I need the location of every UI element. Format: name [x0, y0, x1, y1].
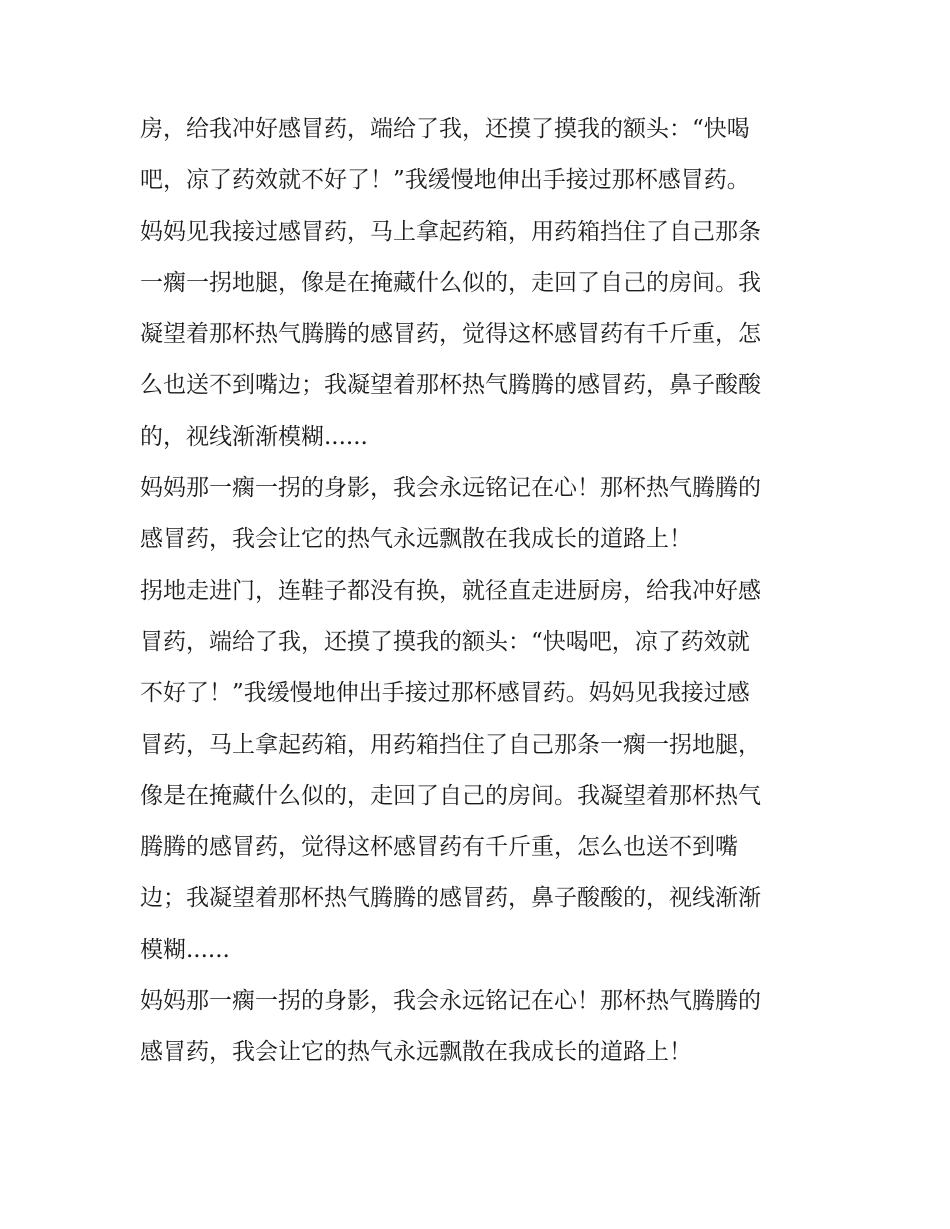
text-line: 妈妈见我接过感冒药，马上拿起药箱，用药箱挡住了自己那条 — [140, 218, 761, 245]
text-line: 感冒药，我会让它的热气永远飘散在我成长的道路上！ — [140, 526, 692, 553]
text-line: 凝望着那杯热气腾腾的感冒药，觉得这杯感冒药有千斤重，怎 — [140, 321, 761, 348]
text-line: 一瘸一拐地腿，像是在掩藏什么似的，走回了自己的房间。我 — [140, 269, 761, 296]
text-line: 么也送不到嘴边；我凝望着那杯热气腾腾的感冒药，鼻子酸酸 — [140, 372, 761, 399]
text-line: 模糊...... — [140, 936, 230, 963]
text-line: 冒药，马上拿起药箱，用药箱挡住了自己那条一瘸一拐地腿， — [140, 731, 761, 758]
text-line: 不好了！”我缓慢地伸出手接过那杯感冒药。妈妈见我接过感 — [140, 680, 750, 707]
text-line: 感冒药，我会让它的热气永远飘散在我成长的道路上！ — [140, 1039, 692, 1066]
text-line: 像是在掩藏什么似的，走回了自己的房间。我凝望着那杯热气 — [140, 782, 761, 809]
text-line: 拐地走进门，连鞋子都没有换，就径直走进厨房，给我冲好感 — [140, 577, 761, 604]
text-line: 腾腾的感冒药，觉得这杯感冒药有千斤重，怎么也送不到嘴 — [140, 834, 738, 861]
text-line: 妈妈那一瘸一拐的身影，我会永远铭记在心！那杯热气腾腾的 — [140, 475, 761, 502]
text-line: 的，视线渐渐模糊...... — [140, 423, 368, 450]
text-line: 边；我凝望着那杯热气腾腾的感冒药，鼻子酸酸的，视线渐渐 — [140, 885, 761, 912]
text-line: 吧，凉了药效就不好了！”我缓慢地伸出手接过那杯感冒药。 — [140, 167, 750, 194]
text-line: 房，给我冲好感冒药，端给了我，还摸了摸我的额头：“快喝 — [140, 116, 750, 142]
text-line: 冒药，端给了我，还摸了摸我的额头：“快喝吧，凉了药效就 — [140, 628, 750, 655]
body-text — [140, 104, 820, 1079]
text-line: 妈妈那一瘸一拐的身影，我会永远铭记在心！那杯热气腾腾的 — [140, 988, 761, 1015]
